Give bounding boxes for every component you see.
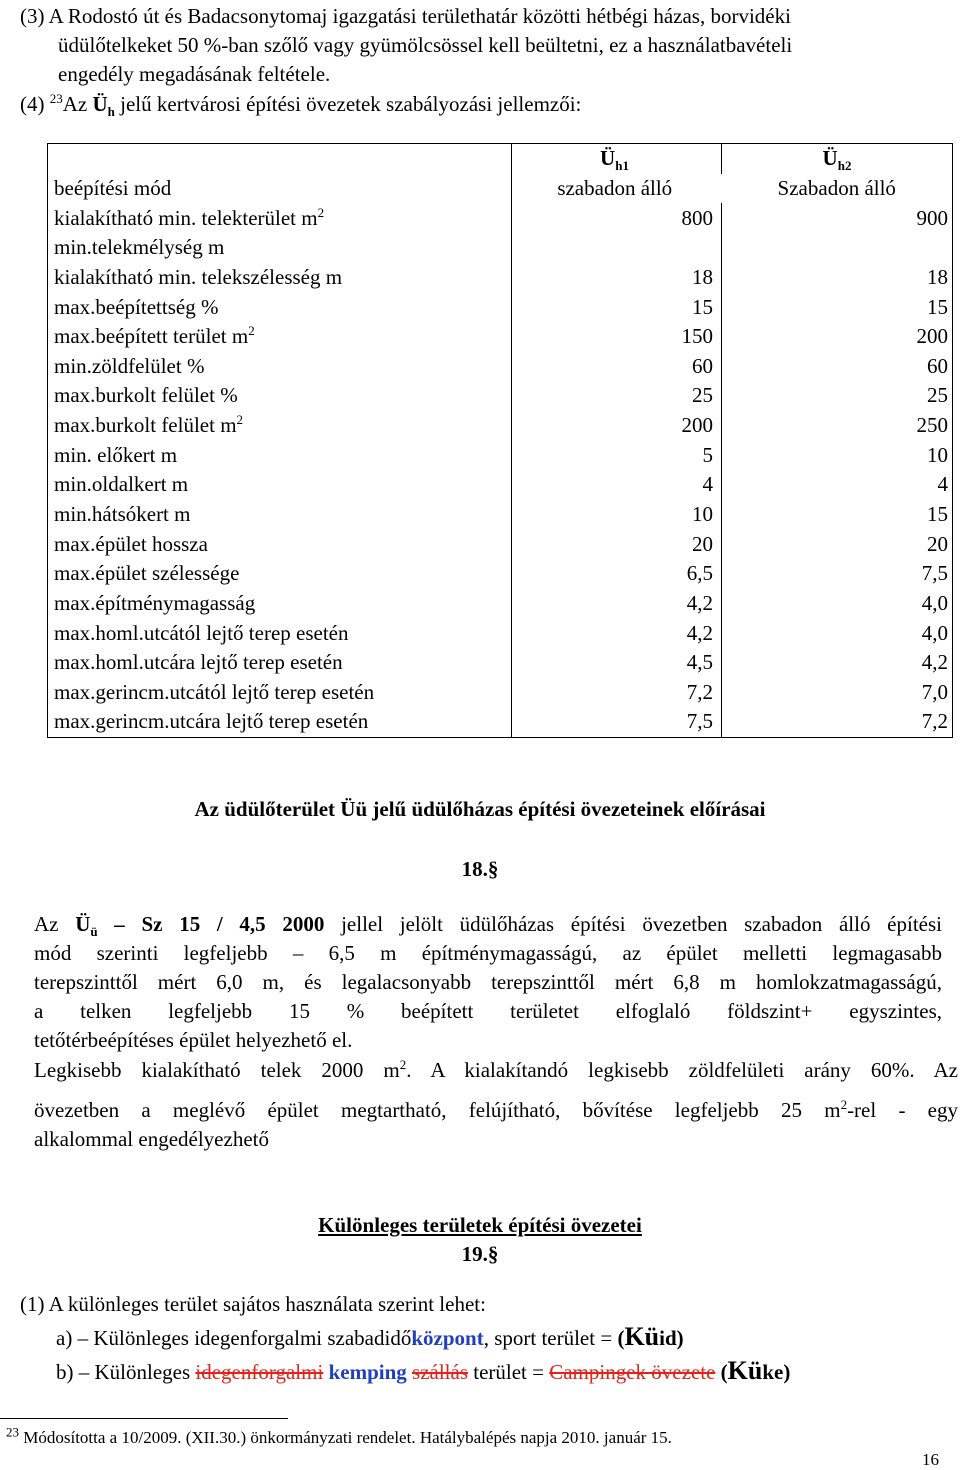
row-label: max.homl.utcától lejtő terep esetén: [48, 618, 512, 648]
section-uu-p2-line3: alkalommal engedélyezhető: [34, 1127, 269, 1151]
row-label: min.telekmélység m: [48, 233, 512, 263]
table-row: [48, 707, 953, 737]
value-uh2: 7,2: [722, 707, 953, 737]
value-uh2: 15: [722, 292, 953, 322]
value-uh1: 10: [512, 500, 722, 530]
row-label: min.hátsókert m: [48, 500, 512, 530]
value-uh2: 4,0: [722, 618, 953, 648]
table-row: [48, 174, 953, 204]
table-row: [48, 322, 953, 352]
value-uh1: 150: [512, 322, 722, 352]
value-uh1: 6,5: [512, 559, 722, 589]
value-uh1: 25: [512, 381, 722, 411]
value-uh2: 200: [722, 322, 953, 352]
value-uh1: [512, 233, 722, 263]
struck-text-idegenforgalmi: idegenforgalmi: [195, 1360, 324, 1384]
footnote-text: Módosította a 10/2009. (XII.30.) önkormányzati rendelet. Hatálybalépés napja 2010. január 15.: [23, 1428, 672, 1447]
value-uh2: 10: [722, 440, 953, 470]
table-row: [48, 203, 953, 233]
table-row: [48, 500, 953, 530]
value-uh2: 20: [722, 529, 953, 559]
table-row: [48, 618, 953, 648]
value-uh1: 18: [512, 263, 722, 293]
section-19-number: 19.§: [461, 1242, 499, 1266]
value-uh1: 15: [512, 292, 722, 322]
value-uh1: 20: [512, 529, 722, 559]
row-label: kialakítható min. telekszélesség m: [48, 263, 512, 293]
value-uh2: 4,2: [722, 648, 953, 678]
struck-text-campingek: Campingek övezete: [549, 1360, 716, 1384]
row-label: max.burkolt felület %: [48, 381, 512, 411]
table-header-uh1: $Ü_{h1}$: [512, 144, 722, 174]
row-label: min.oldalkert m: [48, 470, 512, 500]
value-uh2: 7,0: [722, 678, 953, 708]
table-row: [48, 678, 953, 708]
section-uu-p1-line3: terepszinttől mért 6,0 m, és legalacsonyabb terepszinttől mért 6,8 m homlokzatmagasságú,: [34, 970, 942, 994]
table-row: [48, 351, 953, 381]
value-uh2: 7,5: [722, 559, 953, 589]
table-row: [48, 529, 953, 559]
value-uh2: 4,0: [722, 589, 953, 619]
zone-code-sub: h: [107, 104, 115, 120]
row-label: max.burkolt felület $m^2$: [48, 411, 512, 441]
inserted-text-kemping: kemping: [328, 1360, 407, 1384]
footnote-divider: [0, 1418, 288, 1419]
table-header-empty: [48, 144, 512, 174]
value-uh1: 7,5: [512, 707, 722, 737]
table-row: [48, 233, 953, 263]
zone-code: Ü: [92, 92, 108, 116]
paragraph-4: [20, 91, 582, 120]
section-18-number: 18.§: [461, 857, 499, 881]
section-uu-p1-line4: a telken legfeljebb 15 % beépített területet elfoglaló földszint+ egyszintes,: [34, 999, 942, 1023]
value-uh2: 18: [722, 263, 953, 293]
paragraph-3-line-2: üdülőtelkeket 50 %-ban szőlő vagy gyümölcsössel kell beültetni, ez a használatbavételi: [58, 33, 793, 57]
inserted-text-kozpont: központ: [411, 1326, 484, 1350]
value-uh1: szabadon álló: [512, 174, 722, 204]
value-uh1: 800: [512, 203, 722, 233]
value-uh2: 15: [722, 500, 953, 530]
value-uh1: 4,2: [512, 618, 722, 648]
value-uh1: 5: [512, 440, 722, 470]
row-label: min.zöldfelület %: [48, 351, 512, 381]
row-label: max.épület hossza: [48, 529, 512, 559]
table-row: [48, 411, 953, 441]
section-special-item-a: a) – Különleges idegenforgalmi szabadidőközpont, sport terület = (Küid): [56, 1322, 684, 1351]
footnote: [6, 1424, 672, 1448]
value-uh2: 900: [722, 203, 953, 233]
row-label: max.gerincm.utcára lejtő terep esetén: [48, 707, 512, 737]
paragraph-4-text-b: jelű kertvárosi építési övezetek szabályozási jellemzői:: [114, 92, 582, 116]
table-row: [48, 263, 953, 293]
table-row: [48, 589, 953, 619]
section-uu-p2-line1: Legkisebb kialakítható telek 2000 $m^2$. A kialakítandó legkisebb zöldfelületi arány 60%. Az: [34, 1057, 958, 1082]
table-row: [48, 440, 953, 470]
struck-text-szallas: szállás: [412, 1360, 468, 1384]
row-label: max.homl.utcára lejtő terep esetén: [48, 648, 512, 678]
section-uu-p2-line2: övezetben a meglévő épület megtartható, felújítható, bővítése legfeljebb 25 $m^2$-rel - egy: [34, 1097, 958, 1122]
value-uh1: 4: [512, 470, 722, 500]
value-uh1: 60: [512, 351, 722, 381]
row-label: max.épület szélessége: [48, 559, 512, 589]
section-special-item-b: b) – Különleges idegenforgalmi kemping szállás terület = Campingek övezete (Küke): [56, 1356, 791, 1385]
row-label: beépítési mód: [48, 174, 512, 204]
row-label: min. előkert m: [48, 440, 512, 470]
value-uh2: 4: [722, 470, 953, 500]
section-special-p1: (1) A különleges terület sajátos használata szerint lehet:: [20, 1292, 486, 1316]
value-uh2: Szabadon álló: [722, 174, 953, 204]
table-row: [48, 381, 953, 411]
zone-regulation-table: [47, 143, 953, 738]
row-label: kialakítható min. telekterület $m^2$: [48, 203, 512, 233]
value-uh1: 200: [512, 411, 722, 441]
section-uu-p1-line5: tetőtérbeépítéses épület helyezhető el.: [34, 1028, 353, 1052]
row-label: max.beépítettség %: [48, 292, 512, 322]
value-uh2: 60: [722, 351, 953, 381]
value-uh2: 250: [722, 411, 953, 441]
row-label: max.építménymagasság: [48, 589, 512, 619]
table-header-row: [48, 144, 953, 174]
section-uu-p1-line2: mód szerinti legfeljebb – 6,5 m építménymagasságú, az épület melletti legmagasabb: [34, 941, 942, 965]
section-uu-heading: Az üdülőterület Üü jelű üdülőházas építési övezeteinek előírásai: [194, 797, 766, 821]
row-label: max.gerincm.utcától lejtő terep esetén: [48, 678, 512, 708]
value-uh1: 7,2: [512, 678, 722, 708]
section-uu-p1-line1: Az $Ü_ü$ – Sz 15 / 4,5 2000 jellel jelölt üdülőházas építési övezetben szabadon álló építési: [34, 912, 942, 940]
table-row: [48, 648, 953, 678]
value-uh1: 4,2: [512, 589, 722, 619]
page-number: 16: [922, 1450, 939, 1469]
row-label: max.beépített terület $m^2$: [48, 322, 512, 352]
table-row: [48, 292, 953, 322]
section-special-heading: Különleges területek építési övezetei: [318, 1213, 642, 1237]
paragraph-3-line-1: (3) A Rodostó út és Badacsonytomaj igazgatási területhatár közötti hétbégi házas, borvidéki: [20, 4, 791, 28]
table-header-uh2: $Ü_{h2}$: [722, 144, 953, 174]
paragraph-4-prefix: (4): [20, 92, 45, 116]
zone-code-uu: Ü: [75, 912, 91, 936]
zone-code-params: – Sz 15 / 4,5 2000: [97, 912, 325, 936]
footnote-number: 23: [6, 1424, 19, 1440]
paragraph-3-line-3: engedély megadásának feltétele.: [58, 62, 331, 86]
value-uh2: 25: [722, 381, 953, 411]
paragraph-4-text-a: Az: [62, 92, 93, 116]
table-row: [48, 559, 953, 589]
value-uh1: 4,5: [512, 648, 722, 678]
table-row: [48, 470, 953, 500]
value-uh2: [722, 233, 953, 263]
footnote-ref-23: 23: [49, 91, 63, 106]
